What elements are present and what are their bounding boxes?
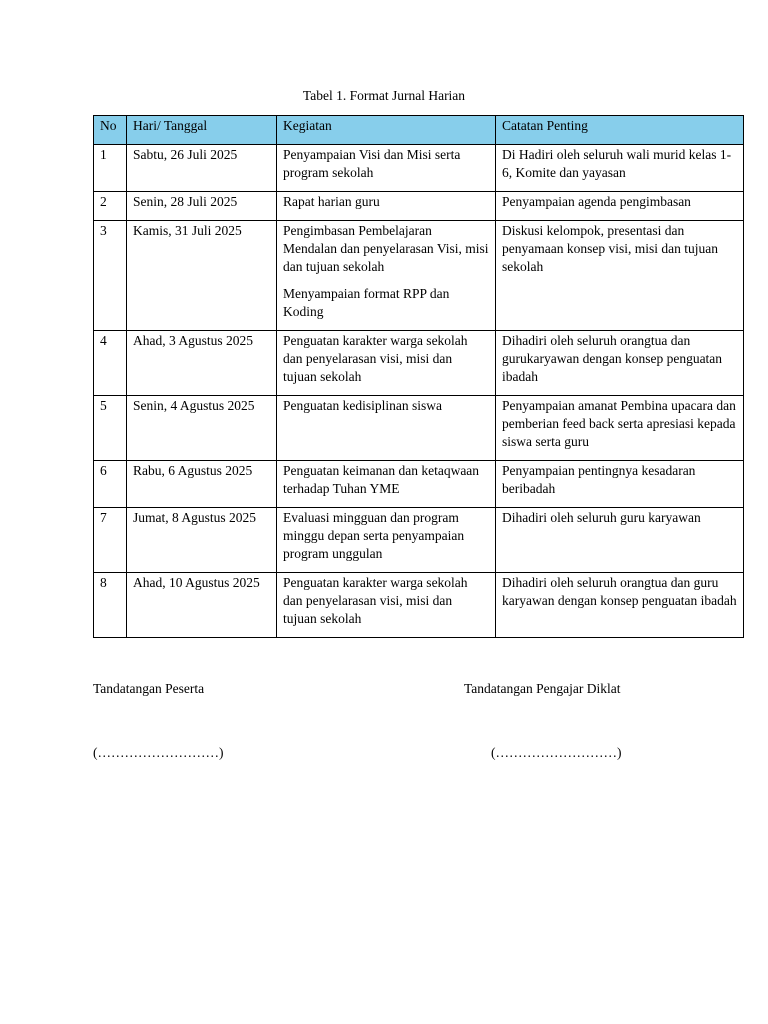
daily-journal-table	[93, 115, 744, 638]
row-day-date: Senin, 4 Agustus 2025	[127, 396, 277, 461]
activity-text: Penguatan kedisiplinan siswa	[283, 398, 442, 413]
row-day-date: Ahad, 3 Agustus 2025	[127, 331, 277, 396]
row-activity	[277, 573, 496, 638]
activity-text: Penguatan karakter warga sekolah dan penyelarasan visi, misi dan tujuan sekolah	[283, 575, 468, 626]
row-no: 3	[94, 221, 127, 331]
row-note: Penyampaian pentingnya kesadaran beribadah	[496, 461, 744, 508]
table-row	[94, 396, 744, 461]
activity-text: Penguatan karakter warga sekolah dan penyelarasan visi, misi dan tujuan sekolah	[283, 333, 468, 384]
row-activity	[277, 396, 496, 461]
table-row	[94, 461, 744, 508]
row-activity	[277, 461, 496, 508]
row-day-date: Senin, 28 Juli 2025	[127, 192, 277, 221]
row-day-date: Ahad, 10 Agustus 2025	[127, 573, 277, 638]
row-day-date: Jumat, 8 Agustus 2025	[127, 508, 277, 573]
row-no: 8	[94, 573, 127, 638]
row-no: 2	[94, 192, 127, 221]
row-no: 6	[94, 461, 127, 508]
table-header-row	[94, 116, 744, 145]
header-day-date: Hari/ Tanggal	[127, 116, 277, 145]
row-note: Penyampaian agenda pengimbasan	[496, 192, 744, 221]
row-note: Dihadiri oleh seluruh orangtua dan gurukaryawan dengan konsep penguatan ibadah	[496, 331, 744, 396]
table-row	[94, 508, 744, 573]
header-notes: Catatan Penting	[496, 116, 744, 145]
table-caption: Tabel 1. Format Jurnal Harian	[302, 88, 466, 103]
participant-signature-line: (………………………)	[93, 745, 224, 760]
row-note: Penyampaian amanat Pembina upacara dan pemberian feed back serta apresiasi kepada siswa serta guru	[496, 396, 744, 461]
row-day-date: Kamis, 31 Juli 2025	[127, 221, 277, 331]
activity-text: Evaluasi mingguan dan program minggu depan serta penyampaian program unggulan	[283, 510, 465, 561]
row-activity	[277, 145, 496, 192]
table-row	[94, 192, 744, 221]
instructor-signature-line: (………………………)	[491, 745, 622, 760]
table-row	[94, 221, 744, 331]
activity-text: Pengimbasan Pembelajaran Mendalan dan penyelarasan Visi, misi dan tujuan sekolah	[283, 223, 489, 274]
activity-text: Penyampaian Visi dan Misi serta program sekolah	[283, 147, 461, 180]
header-no: No	[94, 116, 127, 145]
row-day-date: Sabtu, 26 Juli 2025	[127, 145, 277, 192]
activity-text: Menyampaian format RPP dan Koding	[283, 286, 450, 319]
activity-text: Penguatan keimanan dan ketaqwaan terhadap Tuhan YME	[283, 463, 480, 496]
table-row	[94, 331, 744, 396]
table-row	[94, 145, 744, 192]
row-activity	[277, 192, 496, 221]
row-activity	[277, 331, 496, 396]
row-activity	[277, 508, 496, 573]
header-activity: Kegiatan	[277, 116, 496, 145]
row-no: 5	[94, 396, 127, 461]
row-note: Dihadiri oleh seluruh guru karyawan	[496, 508, 744, 573]
row-no: 1	[94, 145, 127, 192]
participant-signature-label: Tandatangan Peserta	[93, 681, 205, 696]
row-no: 4	[94, 331, 127, 396]
row-no: 7	[94, 508, 127, 573]
activity-text: Rapat harian guru	[283, 194, 380, 209]
table-row	[94, 573, 744, 638]
row-note: Di Hadiri oleh seluruh wali murid kelas 1-6, Komite dan yayasan	[496, 145, 744, 192]
instructor-signature-label: Tandatangan Pengajar Diklat	[464, 681, 621, 696]
row-day-date: Rabu, 6 Agustus 2025	[127, 461, 277, 508]
row-note: Diskusi kelompok, presentasi dan penyamaan konsep visi, misi dan tujuan sekolah	[496, 221, 744, 331]
row-note: Dihadiri oleh seluruh orangtua dan guru karyawan dengan konsep penguatan ibadah	[496, 573, 744, 638]
row-activity	[277, 221, 496, 331]
